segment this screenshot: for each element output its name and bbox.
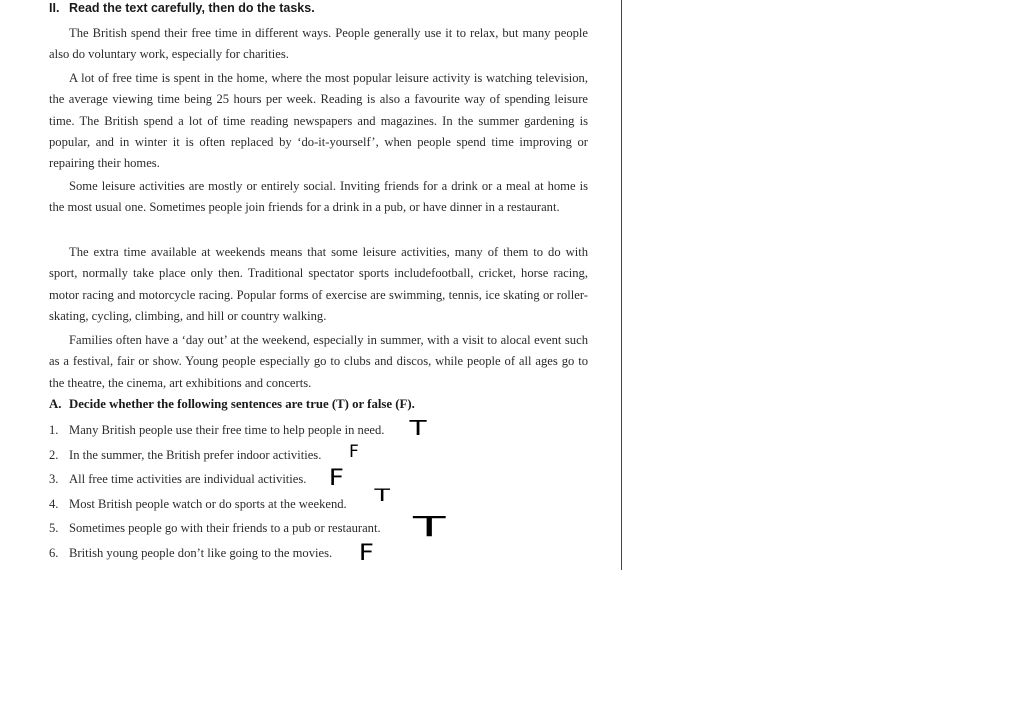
statement-number: 2. [49,448,59,462]
answer-2: F [349,442,359,462]
section-heading [49,1,315,15]
answer-6: F [358,541,374,566]
answer-1: T [409,416,427,440]
statement-text: Many British people use their free time to help people in need. [69,423,385,437]
paragraph-3: Some leisure activities are mostly or entirely social. Inviting friends for a drink or a meal at home is the most usual one. Sometimes people join friends for a drink in a pub, or have dinner in a restaurant. [49,179,588,215]
statement-3 [49,472,306,487]
answer-4: T [374,486,390,506]
statement-number: 4. [49,497,59,511]
task-a-instruction: Decide whether the following sentences are true (T) or false (F). [69,397,415,411]
paragraph-2: A lot of free time is spent in the home, where the most popular leisure activity is watching television, the average viewing time being 25 hours per week. Reading is also a favourite way of spending leisure time. The British spend a lot of time reading newspapers and magazines. In the summer gardening is popular, and in winter it is often replaced by ‘do-it-yourself’, when people spend time improving or repairing their homes. [49,71,588,171]
statement-number: 5. [49,521,59,535]
statement-text: All free time activities are individual activities. [69,472,307,486]
section-title: Read the text carefully, then do the tasks. [69,1,315,15]
worksheet-page [0,0,622,570]
answer-5: T [413,510,446,543]
paragraph-4: The extra time available at weekends means that some leisure activities, many of them to do with sport, normally take place only then. Traditional spectator sports includefootball, cricket, horse racing, motor racing and motorcycle racing. Popular forms of exercise are swimming, tennis, ice skating or roller-skating, cycling, climbing, and hill or country walking. [49,245,588,323]
statement-text: In the summer, the British prefer indoor activities. [69,448,322,462]
task-a-letter: A. [49,397,62,411]
statement-text: Sometimes people go with their friends to a pub or restaurant. [69,521,381,535]
statement-number: 1. [49,423,59,437]
statement-5 [49,521,381,536]
statement-number: 3. [49,472,59,486]
paragraph-1: The British spend their free time in different ways. People generally use it to relax, but many people also do voluntary work, especially for charities. [49,26,588,62]
statement-6 [49,546,332,561]
statement-number: 6. [49,546,59,560]
statement-2 [49,448,321,463]
paragraph-5: Families often have a ‘day out’ at the weekend, especially in summer, with a visit to alocal event such as a festival, fair or show. Young people especially go to clubs and discos, while people of all ages go to the theatre, the cinema, art exhibitions and concerts. [49,333,588,390]
statement-text: British young people don’t like going to the movies. [69,546,333,560]
task-a-heading [49,397,415,412]
statement-4 [49,497,347,512]
answer-3: F [328,466,344,491]
section-number: II. [49,1,60,15]
statement-1 [49,423,384,438]
statement-text: Most British people watch or do sports at the weekend. [69,497,347,511]
